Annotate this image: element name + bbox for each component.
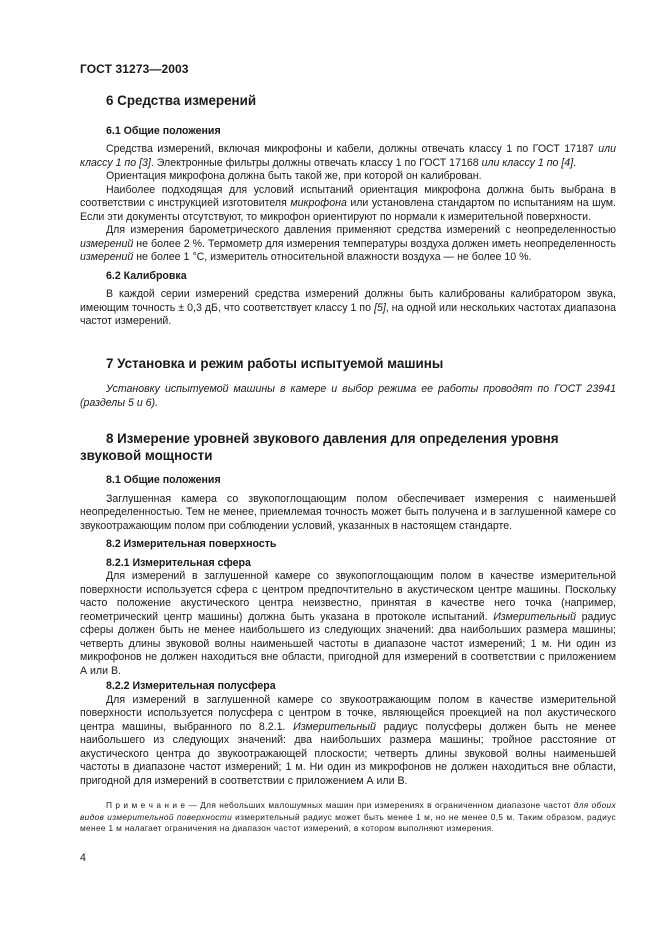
standard-header: ГОСТ 31273—2003 — [80, 62, 189, 76]
section-8-2-2-paragraph — [80, 694, 616, 789]
text-run: , на одной или нескольких частотах диапазона частот измерений. — [80, 301, 616, 327]
text-run: Для измерений в заглушенной камере со звукоотражающим полом в качестве измерительной поверхности используется полусфера с центром в точке, являющейся проекцией на пол акустического центра машины, выбранного по 8.2.1. — [80, 693, 616, 733]
text-run: или установлена стандартом по испытаниям на шум. Если эти документы отсутствуют, то микрофон ориентируют по нормали к измерительной поверхности. — [80, 197, 616, 223]
section-8-title: 8 Измерение уровней звукового давления для определения уровня звуковой мощности — [80, 431, 559, 463]
text-run: Для измерений в заглушенной камере со звукопоглощающим полом в качестве измерительной поверхности используется сфера с центром предпочтительно в акустическом центре машины. Поскольку часто положение акустического центра неизвестно, принятая в качестве него точка (например, геометрический центр машины) должна быть указана в протоколе испытаний. — [80, 570, 616, 623]
text-run: . Электронные фильтры должны отвечать классу 1 по ГОСТ 17168 — [150, 156, 482, 169]
italic-run: измерений — [80, 237, 134, 250]
section-6-2-paragraph — [80, 288, 616, 329]
text-run: измерительный радиус может быть менее 1 м, но не менее 0,5 м. Таким образом, радиус менее 1 м налагает ограничения на диапазон частот измерений, в котором выполняют измерения. — [80, 811, 616, 833]
text-run: . — [573, 156, 577, 169]
section-6-1-title: 6.1 Общие положения — [106, 124, 221, 137]
text-run: не более 1 °С, измеритель относительной влажности воздуха — не более 10 %. — [133, 251, 532, 263]
text-run: В каждой серии измерений средства измерений должны быть калиброваны калибратором звука, имеющим точность ± 0,3 дБ, что соответствует классу 1 по — [80, 288, 616, 314]
section-6-2-title: 6.2 Калибровка — [106, 269, 187, 282]
italic-run: Измерительный — [293, 720, 376, 733]
section-6-1-paragraph-3 — [80, 184, 616, 225]
page-number: 4 — [80, 852, 86, 864]
text-run: Для измерения барометрического давления применяют средства измерений с неопределенностью — [106, 224, 616, 236]
section-7-paragraph: Установку испытуемой машины в камере и выбор режима ее работы проводят по ГОСТ 23941 (разделы 5 и 6). — [80, 383, 616, 409]
italic-run: микрофона — [290, 197, 347, 209]
italic-run: измерений — [80, 251, 134, 263]
section-6-1-paragraph-4 — [80, 224, 616, 265]
text-run: Наиболее подходящая для условий испытаний ориентация микрофона должна быть выбрана в соответствии с инструкцией изготовителя — [80, 183, 616, 209]
document-body — [80, 93, 616, 835]
italic-run: [5] — [374, 301, 386, 314]
text-run: радиус сферы должен быть не менее наибольшего из следующих значений: два наибольших размера машины; четверть длины звуковой волны наименьшей частоты в диапазоне частот измерений; 1 м. Ни один из микрофонов не должен находиться вне области, пригодной для измерений в соответствии с приложением А или В. — [80, 610, 616, 677]
note-paragraph — [80, 800, 616, 835]
section-6-1-paragraph-1 — [80, 143, 616, 170]
text-run: П р и м е ч а н и е — Для небольших малошумных машин при измерениях в ограниченном диапазоне частот — [106, 800, 574, 810]
section-8-2-1-title: 8.2.1 Измерительная сфера — [106, 556, 251, 569]
text-run: Средства измерений, включая микрофоны и кабели, должны отвечать классу 1 по ГОСТ 17187 — [106, 143, 599, 155]
italic-run: или классу 1 по [4] — [481, 156, 574, 169]
italic-run: для обоих видов измерительной поверхности — [80, 800, 617, 822]
text-run: не более 2 %. Термометр для измерения температуры воздуха должен иметь неопределенность — [133, 237, 616, 250]
italic-run: Измерительный — [493, 610, 576, 623]
italic-run: или классу 1 по [3] — [80, 143, 616, 169]
text-run: радиус полусферы должен быть не менее наибольшего из следующих значений: два наибольших размера машины; тройное расстояние от акустического центра до звукоотражающей плоскости; четверть длины звуковой волны наименьшей частоты в диапазоне частот измерений; 1 м. Ни один из микрофонов не должен находиться вне области, пригодной для измерений в соответствии с приложением А или В. — [80, 720, 616, 787]
section-8-2-2-title: 8.2.2 Измерительная полусфера — [106, 680, 276, 692]
section-8-2-title: 8.2 Измерительная поверхность — [106, 538, 277, 550]
section-7-title: 7 Установка и режим работы испытуемой машины — [106, 355, 444, 371]
section-6-title: 6 Средства измерений — [106, 93, 257, 108]
section-8-1-title: 8.1 Общие положения — [106, 474, 221, 486]
section-8-2-1-paragraph — [80, 570, 616, 678]
section-6-1-paragraph-2: Ориентация микрофона должна быть такой же, при которой он калиброван. — [106, 170, 482, 182]
section-8-1-paragraph: Заглушенная камера со звукопоглощающим полом обеспечивает измерения с наименьшей неопределенностью. Тем не менее, приемлемая точность может быть получена и в заглушенной камере со звукоотражающим полом при соблюдении условий, указанных в настоящем стандарте. — [80, 492, 616, 532]
